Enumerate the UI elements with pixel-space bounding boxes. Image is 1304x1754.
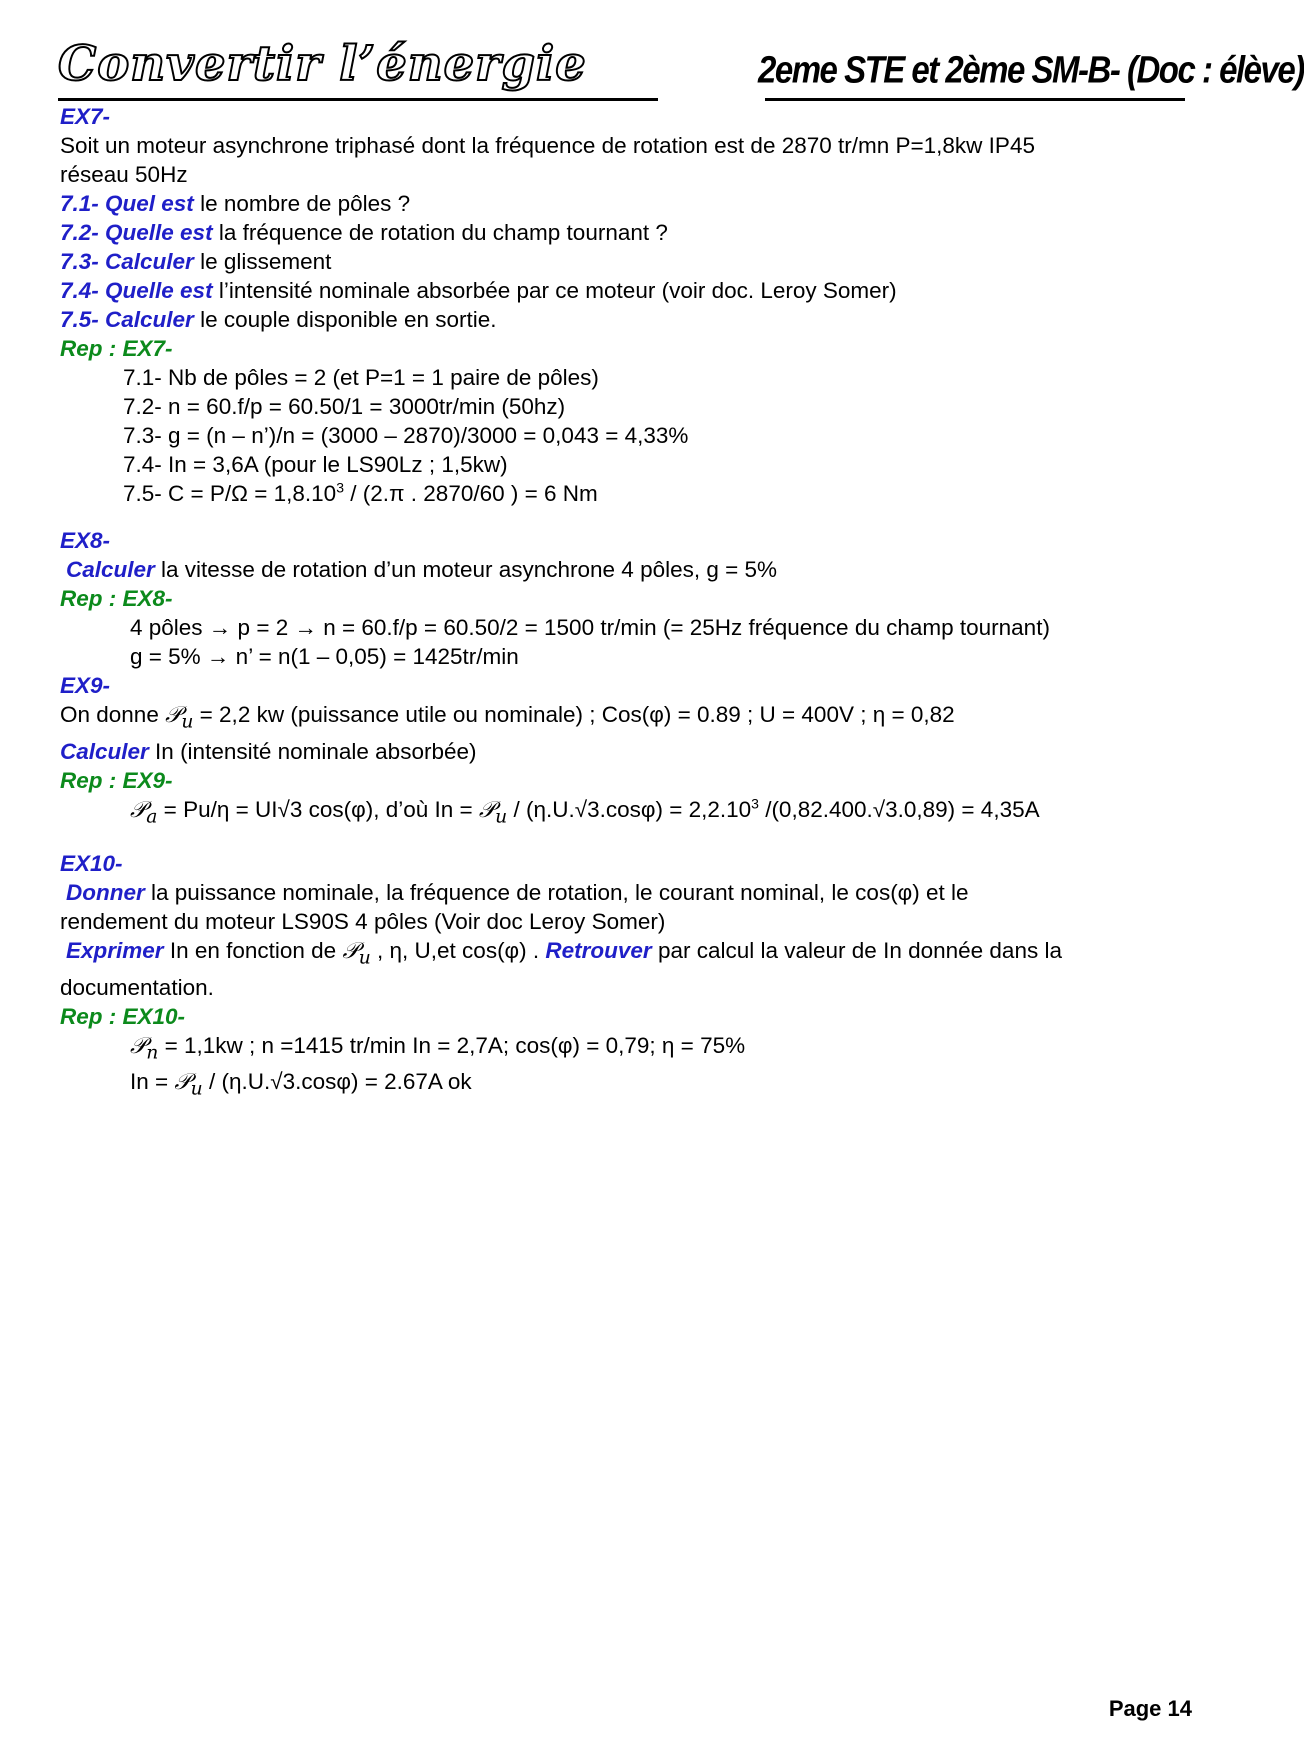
ex7-question-5: 7.5- Calculer le couple disponible en sortie. (60, 307, 497, 332)
ex7-rep-label: Rep : EX7- (60, 336, 173, 361)
ex8-label: EX8- (60, 528, 111, 553)
ex10-statement-1b: rendement du moteur LS90S 4 pôles (Voir doc Leroy Somer) (60, 909, 666, 934)
ex7-label: EX7- (60, 104, 111, 129)
ex7-answer-4: 7.4- In = 3,6A (pour le LS90Lz ; 1,5kw) (123, 452, 508, 477)
subtitle-underline (765, 98, 1185, 101)
ex10-statement-1: Donner la puissance nominale, la fréquence de rotation, le courant nominal, le cos(φ) et le (66, 880, 969, 905)
ex7-answer-3: 7.3- g = (n – n’)/n = (3000 – 2870)/3000 = 0,043 = 4,33% (123, 423, 689, 448)
ex7-question-1: 7.1- Quel est le nombre de pôles ? (60, 191, 411, 216)
ex8-answer-1: 4 pôles → p = 2 → n = 60.f/p = 60.50/2 = 1500 tr/min (= 25Hz fréquence du champ tournant) (130, 615, 1050, 640)
ex8-statement: Calculer la vitesse de rotation d’un moteur asynchrone 4 pôles, g = 5% (66, 557, 778, 582)
ex9-statement: Calculer In (intensité nominale absorbée) (60, 738, 477, 764)
ex10-answer-1: 𝒫$_n$ = 1,1kw ; n =1415 tr/min In = 2,7A; cos(φ) = 0,79; η = 75% (130, 1032, 746, 1063)
ex7-intro-line-1: Soit un moteur asynchrone triphasé dont la fréquence de rotation est de 2870 tr/mn P=1,8kw IP45 (60, 133, 1035, 158)
ex10-statement-3: documentation. (60, 974, 214, 1000)
ex7-question-3: 7.3- Calculer le glissement (60, 249, 332, 274)
document-title: Convertir l’énergie (58, 36, 587, 92)
ex7-answer-1: 7.1- Nb de pôles = 2 (et P=1 = 1 paire de pôles) (123, 365, 599, 390)
ex10-answer-2: In = 𝒫$_u$ / (η.U.√3.cosφ) = 2.67A ok (130, 1069, 472, 1100)
page-content (60, 102, 1190, 1104)
ex7-answer-5: 7.5- $C = P/\Omega = 1,8.10^3 / (2.\pi$ . 2870/60 ) = 6 Nm (123, 479, 598, 506)
page-header (0, 0, 1304, 110)
ex10-rep-label: Rep : EX10- (60, 1003, 186, 1029)
ex7-answer-2: 7.2- n = 60.f/p = 60.50/1 = 3000tr/min (50hz) (123, 394, 566, 419)
ex9-answer: 𝒫$_a$ = Pu/η = UI√3 cos(φ), d’où In = 𝒫$_u$ / $(\eta.U.√3.\cos\varphi) = 2,2.10^3$ /(0,82.400.√3.0,89) = 4,35A (130, 795, 1040, 827)
ex7-intro-line-2: réseau 50Hz (60, 162, 188, 187)
ex9-given: On donne 𝒫$_u$ = 2,2 kw (puissance utile ou nominale) ; Cos(φ) = 0.89 ; U = 400V ; η = 0,82 (60, 702, 955, 733)
ex10-statement-2: Exprimer In en fonction de 𝒫$_u$ , η, U,et cos(φ) . Retrouver par calcul la valeur de In donnée dans la (66, 938, 1062, 969)
ex10-label: EX10- (60, 851, 123, 876)
ex7-question-2: 7.2- Quelle est la fréquence de rotation du champ tournant ? (60, 220, 668, 245)
ex8-rep-label: Rep : EX8- (60, 586, 173, 611)
ex9-rep-label: Rep : EX9- (60, 767, 173, 793)
title-underline (58, 98, 658, 101)
ex9-label: EX9- (60, 673, 111, 698)
ex7-question-4: 7.4- Quelle est l’intensité nominale absorbée par ce moteur (voir doc. Leroy Somer) (60, 278, 897, 303)
class-subtitle: 2eme STE et 2ème SM-B- (Doc : élève) (758, 48, 1304, 91)
power-symbol: 𝒫 (165, 702, 182, 728)
ex8-answer-2: g = 5% → n’ = n(1 – 0,05) = 1425tr/min (130, 644, 519, 669)
page-number: Page 14 (1108, 1696, 1192, 1721)
